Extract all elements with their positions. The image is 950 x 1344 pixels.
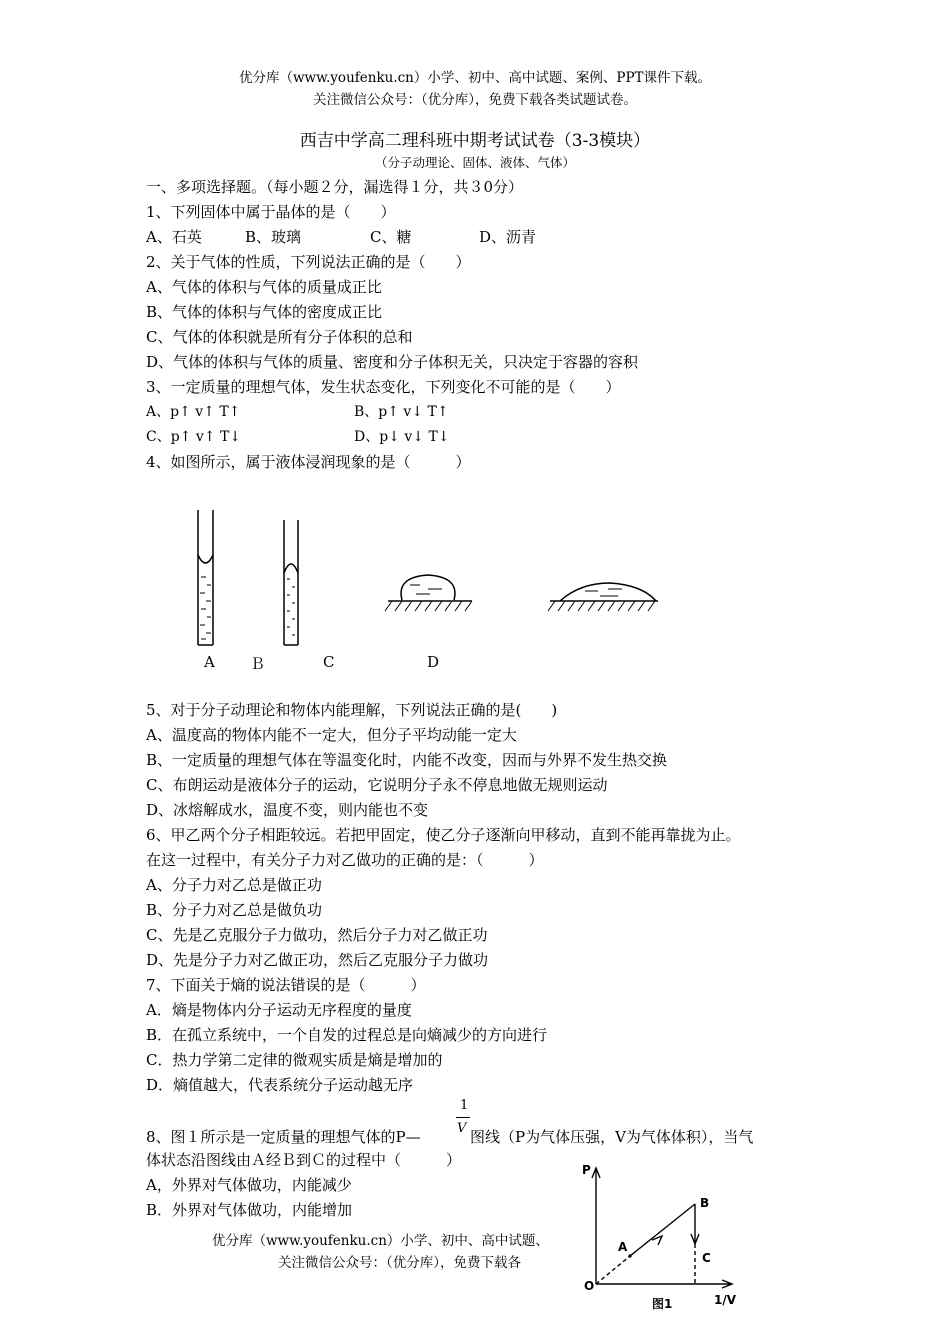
point-a	[628, 1254, 631, 1257]
header-line-1: 优分库（www.youfenku.cn）小学、初中、高中试题、案例、PPT课件下载。	[238, 70, 712, 86]
q8-fraction-bar	[456, 1117, 470, 1118]
p-axis-label: P	[582, 1163, 591, 1177]
q7-stem: 7、下面关于熵的说法错误的是（ ）	[146, 976, 426, 994]
q8-option-b: B．外界对气体做功，内能增加	[146, 1201, 353, 1219]
figure-caption: 图1	[652, 1297, 673, 1311]
q6-option-d: D、先是分子力对乙做正功，然后乙克服分子力做功	[146, 951, 489, 969]
tube-a-concave	[198, 510, 213, 645]
q4-label-a: A	[204, 653, 215, 671]
exam-subtitle: （分子动理论、固体、液体、气体）	[374, 155, 575, 170]
drop-c-bead	[385, 575, 472, 611]
q2-option-c: C、气体的体积就是所有分子体积的总和	[146, 328, 413, 346]
point-a-label: A	[618, 1240, 628, 1254]
q3-stem: 3、一定质量的理想气体，发生状态变化，下列变化不可能的是（ ）	[146, 378, 621, 396]
q8-option-a: A，外界对气体做功，内能减少	[146, 1176, 352, 1194]
q8-stem-part-2: 图线（P为气体压强，V为气体体积），当气	[470, 1128, 754, 1146]
q5-stem: 5、对于分子动理论和物体内能理解，下列说法正确的是( )	[146, 701, 558, 719]
q1-stem: 1、下列固体中属于晶体的是（ ）	[146, 203, 396, 221]
x-axis-label: 1/V	[714, 1293, 737, 1307]
q3-option-a: A、p↑ v↑ T↑	[146, 404, 241, 420]
q7-option-a: A．熵是物体内分子运动无序程度的量度	[146, 1001, 412, 1019]
q6-option-b: B、分子力对乙总是做负功	[146, 901, 323, 919]
footer-line-1: 优分库（www.youfenku.cn）小学、初中、高中试题、	[212, 1233, 549, 1249]
section-heading: 一、多项选择题。（每小题２分，漏选得１分，共３0分）	[146, 178, 524, 196]
q4-label-d: D	[427, 653, 440, 671]
footer-line-2: 关注微信公众号：（优分库），免费下载各	[278, 1255, 521, 1271]
q4-label-c: C	[323, 653, 335, 671]
header-line-2: 关注微信公众号：（优分库），免费下载各类试题试卷。	[313, 92, 637, 108]
q1-option-b: B、玻璃	[245, 228, 302, 246]
q3-option-b: B、p↑ v↓ T↑	[354, 404, 449, 420]
point-b-label: B	[700, 1196, 710, 1210]
q8-fraction-numerator: 1	[460, 1098, 469, 1113]
exam-title: 西吉中学高二理科班中期考试试卷（3-3模块）	[299, 131, 651, 151]
q1-option-c: C、糖	[370, 228, 412, 246]
q6-option-c: C、先是乙克服分子力做功，然后分子力对乙做正功	[146, 926, 488, 944]
figure-1-graph	[572, 1158, 748, 1314]
q8-stem-part-1: 8、图１所示是一定质量的理想气体的P—	[146, 1128, 421, 1146]
origin-label: O	[584, 1279, 595, 1293]
q6-stem-line-2: 在这一过程中，有关分子力对乙做功的正确的是：（ ）	[146, 851, 544, 869]
q8-fraction-denominator: V	[457, 1121, 467, 1136]
q8-stem-line-2: 体状态沿图线由Ａ经Ｂ到Ｃ的过程中（ ）	[146, 1151, 462, 1169]
q2-option-b: B、气体的体积与气体的密度成正比	[146, 303, 383, 321]
point-c-label: C	[702, 1251, 711, 1265]
q4-label-b: Ｂ	[250, 655, 266, 673]
q1-option-a: A、石英	[146, 228, 202, 246]
q4-stem: 4、如图所示，属于液体浸润现象的是（ ）	[146, 453, 471, 471]
q3-option-d: D、p↓ v↓ T↓	[354, 429, 450, 445]
q2-option-a: A、气体的体积与气体的质量成正比	[146, 278, 382, 296]
q5-option-c: C、布朗运动是液体分子的运动，它说明分子永不停息地做无规则运动	[146, 776, 608, 794]
q5-option-b: B、一定质量的理想气体在等温变化时，内能不改变，因而与外界不发生热交换	[146, 751, 668, 769]
q7-option-c: C．热力学第二定律的微观实质是熵是增加的	[146, 1051, 443, 1069]
q3-option-c: C、p↑ v↑ T↓	[146, 429, 242, 445]
q2-option-d: D、气体的体积与气体的质量、密度和分子体积无关，只决定于容器的容积	[146, 353, 639, 371]
q7-option-d: D．熵值越大，代表系统分子运动越无序	[146, 1076, 414, 1094]
q1-option-d: D、沥青	[479, 228, 537, 246]
q5-option-d: D、冰熔解成水，温度不变，则内能也不变	[146, 801, 429, 819]
q6-stem-line-1: 6、甲乙两个分子相距较远。若把甲固定，使乙分子逐渐向甲移动，直到不能再靠拢为止。	[146, 826, 741, 844]
tube-b-convex	[284, 520, 298, 645]
q5-option-a: A、温度高的物体内能不一定大，但分子平均动能一定大	[146, 726, 517, 744]
q2-stem: 2、关于气体的性质，下列说法正确的是（ ）	[146, 253, 471, 271]
q6-option-a: A、分子力对乙总是做正功	[146, 876, 322, 894]
q4-figure	[180, 505, 680, 650]
drop-d-spread	[548, 583, 658, 611]
q7-option-b: B．在孤立系统中，一个自发的过程总是向熵减少的方向进行	[146, 1026, 548, 1044]
